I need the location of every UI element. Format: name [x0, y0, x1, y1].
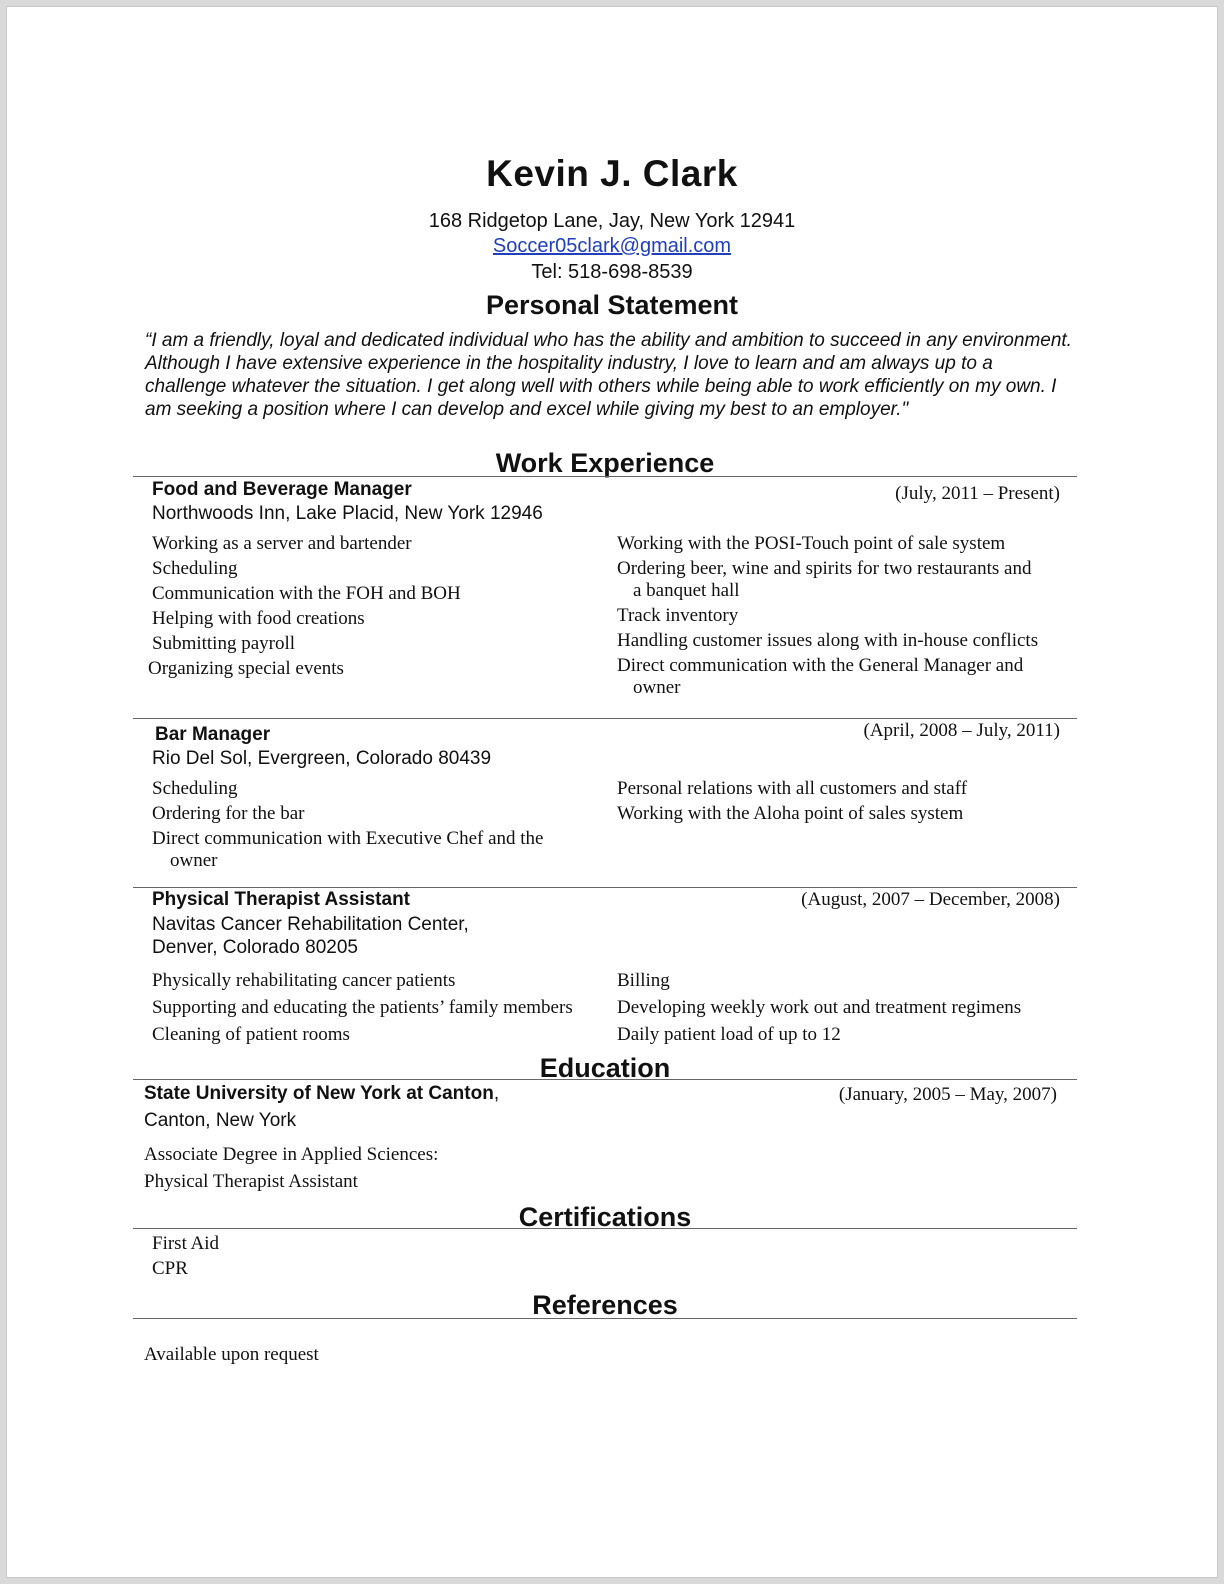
certification-item: CPR: [152, 1258, 188, 1279]
phone: Tel: 518-698-8539: [531, 261, 693, 283]
job-dates: (April, 2008 – July, 2011): [863, 720, 1060, 741]
job-place: Rio Del Sol, Evergreen, Colorado 80439: [152, 748, 492, 769]
duty-item: Ordering beer, wine and spirits for two restaurants and: [617, 558, 1032, 579]
degree-major: Physical Therapist Assistant: [144, 1171, 358, 1192]
school-location: Canton, New York: [144, 1110, 297, 1131]
duty-item: Physically rehabilitating cancer patients: [152, 970, 456, 991]
job-place: Denver, Colorado 80205: [152, 937, 358, 958]
duty-item: Communication with the FOH and BOH: [152, 583, 461, 604]
duty-item: Track inventory: [617, 605, 739, 626]
education-heading: Education: [539, 1053, 671, 1083]
job-title: Bar Manager: [155, 724, 271, 745]
candidate-name: Kevin J. Clark: [486, 153, 738, 194]
job-duties-right: [617, 533, 1067, 702]
duty-item: owner: [633, 677, 681, 698]
duty-item: Working with the POSI-Touch point of sale system: [617, 533, 1006, 554]
duty-item: Helping with food creations: [152, 608, 365, 629]
duty-item: Cleaning of patient rooms: [152, 1024, 350, 1045]
email-line: [7, 235, 1217, 258]
school-comma: ,: [493, 1083, 500, 1104]
job-duties-left: [152, 970, 622, 1049]
job-place: Northwoods Inn, Lake Placid, New York 12946: [152, 503, 543, 524]
certification-item: First Aid: [152, 1233, 220, 1254]
address: 168 Ridgetop Lane, Jay, New York 12941: [428, 210, 796, 232]
divider: [133, 718, 1077, 719]
job-title: Food and Beverage Manager: [152, 479, 412, 500]
degree: Associate Degree in Applied Sciences:: [144, 1144, 439, 1165]
education-dates: (January, 2005 – May, 2007): [838, 1084, 1057, 1105]
email-link[interactable]: Soccer05clark@gmail.com: [492, 235, 732, 257]
duty-item: Organizing special events: [148, 658, 344, 679]
job-dates: (August, 2007 – December, 2008): [801, 889, 1060, 910]
personal-statement-heading: Personal Statement: [485, 290, 739, 320]
duty-item: Submitting payroll: [152, 633, 296, 654]
job-duties-right: [617, 778, 1067, 828]
duty-item: Scheduling: [152, 558, 238, 579]
duty-item: Handling customer issues along with in-house conflicts: [617, 630, 1039, 651]
job-duties-right: [617, 970, 1067, 1049]
certifications-heading: Certifications: [518, 1202, 692, 1232]
job-duties-left: [148, 533, 602, 683]
duty-item: Billing: [617, 970, 670, 991]
duty-item: a banquet hall: [633, 580, 740, 601]
divider: [133, 1228, 1077, 1229]
duty-item: Scheduling: [152, 778, 238, 799]
school-name: State University of New York at Canton: [144, 1083, 494, 1104]
personal-statement-text: “I am a friendly, loyal and dedicated individual who has the ability and ambition to succeed in any environment. Although I have extensive experience in the hospitality industry, I love to learn and am always up to a challenge whatever the situation. I get along well with others while being able to work efficiently on my own. I am seeking a position where I can develop and excel while giving my best to an employer.": [145, 330, 1072, 420]
job-title: Physical Therapist Assistant: [152, 889, 411, 910]
duty-item: Direct communication with the General Manager and: [617, 655, 1024, 676]
divider: [133, 887, 1077, 888]
divider: [133, 1318, 1077, 1319]
school-line: [144, 1083, 499, 1105]
duty-item: Personal relations with all customers and staff: [617, 778, 968, 799]
duty-item: Working with the Aloha point of sales system: [617, 803, 964, 824]
divider: [133, 476, 1077, 477]
job-place: Navitas Cancer Rehabilitation Center,: [152, 914, 469, 935]
references-text: Available upon request: [144, 1344, 319, 1365]
job-duties-left: [152, 778, 602, 875]
duty-item: Supporting and educating the patients’ family members: [152, 997, 573, 1018]
duty-item: Working as a server and bartender: [152, 533, 412, 554]
duty-item: Developing weekly work out and treatment regimens: [617, 997, 1022, 1018]
duty-item: Direct communication with Executive Chef and the: [152, 828, 544, 849]
work-experience-heading: Work Experience: [495, 448, 715, 478]
duty-item: Ordering for the bar: [152, 803, 305, 824]
job-dates: (July, 2011 – Present): [895, 483, 1060, 504]
references-heading: References: [532, 1290, 678, 1320]
divider: [133, 1079, 1077, 1080]
duty-item: Daily patient load of up to 12: [617, 1024, 841, 1045]
duty-item: owner: [170, 850, 218, 871]
resume-page: [6, 6, 1218, 1578]
